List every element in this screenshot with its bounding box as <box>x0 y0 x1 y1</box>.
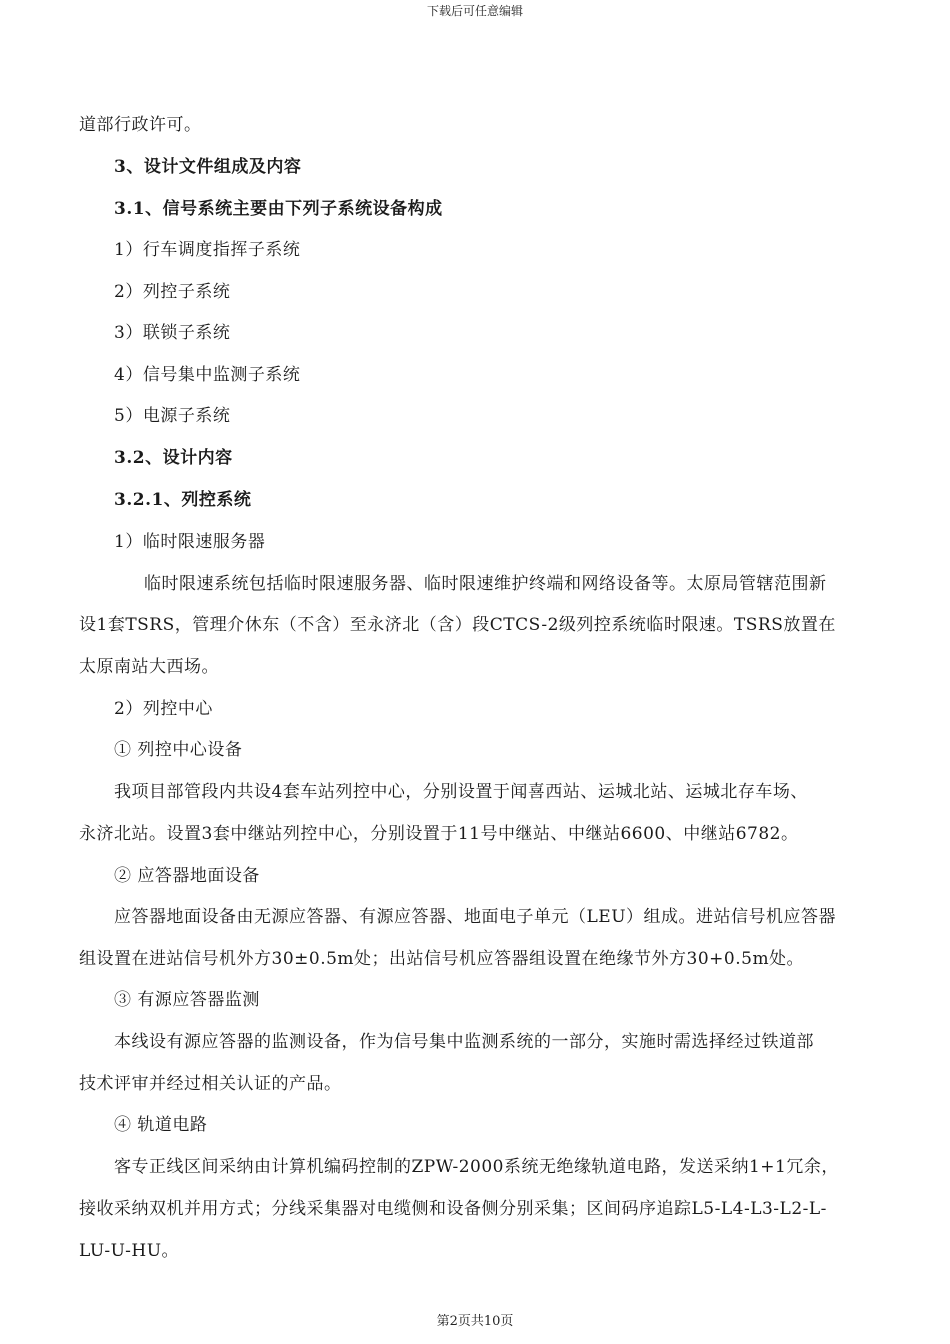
paragraph-line: 道部行政许可。 <box>79 115 202 135</box>
list-item: 2）列控子系统 <box>114 282 231 302</box>
paragraph-line: 应答器地面设备由无源应答器、有源应答器、地面电子单元（LEU）组成。进站信号机应答器 <box>114 907 837 927</box>
item-heading: ③ 有源应答器监测 <box>114 990 260 1010</box>
list-item: 4）信号集中监测子系统 <box>114 365 301 385</box>
list-item: 3）联锁子系统 <box>114 323 231 343</box>
item-heading: ④ 轨道电路 <box>114 1115 208 1135</box>
item-heading: ② 应答器地面设备 <box>114 866 260 886</box>
page-footer: 第2页共10页 <box>436 1314 514 1329</box>
paragraph-line: 太原南站大西场。 <box>79 657 219 677</box>
paragraph-line: 永济北站。设置3套中继站列控中心，分别设置于11号中继站、中继站6600、中继站6782。 <box>79 824 799 844</box>
page-header: 下载后可任意编辑 <box>426 4 523 18</box>
item-heading: 1）临时限速服务器 <box>114 532 266 552</box>
paragraph-line: 接收采纳双机并用方式；分线采集器对电缆侧和设备侧分别采集；区间码序追踪L5-L4-L3-L2-L- <box>79 1199 827 1219</box>
subsection-heading: 3.2.1、列控系统 <box>114 490 252 510</box>
paragraph-line: 临时限速系统包括临时限速服务器、临时限速维护终端和网络设备等。太原局管辖范围新 <box>144 574 827 594</box>
list-item: 1）行车调度指挥子系统 <box>114 240 301 260</box>
list-item: 5）电源子系统 <box>114 406 231 426</box>
paragraph-line: 我项目部管段内共设4套车站列控中心，分别设置于闻喜西站、运城北站、运城北存车场、 <box>114 782 808 802</box>
paragraph-line: 本线设有源应答器的监测设备，作为信号集中监测系统的一部分，实施时需选择经过铁道部 <box>114 1032 814 1052</box>
section-heading: 3、设计文件组成及内容 <box>114 157 302 177</box>
paragraph-line: 技术评审并经过相关认证的产品。 <box>79 1074 342 1094</box>
subsection-heading: 3.2、设计内容 <box>114 448 233 468</box>
paragraph-line: 客专正线区间采纳由计算机编码控制的ZPW-2000系统无绝缘轨道电路，发送采纳1+1冗余， <box>114 1157 839 1177</box>
item-heading: ① 列控中心设备 <box>114 740 243 760</box>
paragraph-line: LU-U-HU。 <box>79 1241 180 1261</box>
subsection-heading: 3.1、信号系统主要由下列子系统设备构成 <box>114 199 443 219</box>
paragraph-line: 组设置在进站信号机外方30±0.5m处；出站信号机应答器组设置在绝缘节外方30+0.5m处。 <box>79 949 805 969</box>
paragraph-line: 设1套TSRS，管理介休东（不含）至永济北（含）段CTCS-2级列控系统临时限速。TSRS放置在 <box>79 615 836 635</box>
item-heading: 2）列控中心 <box>114 699 213 719</box>
